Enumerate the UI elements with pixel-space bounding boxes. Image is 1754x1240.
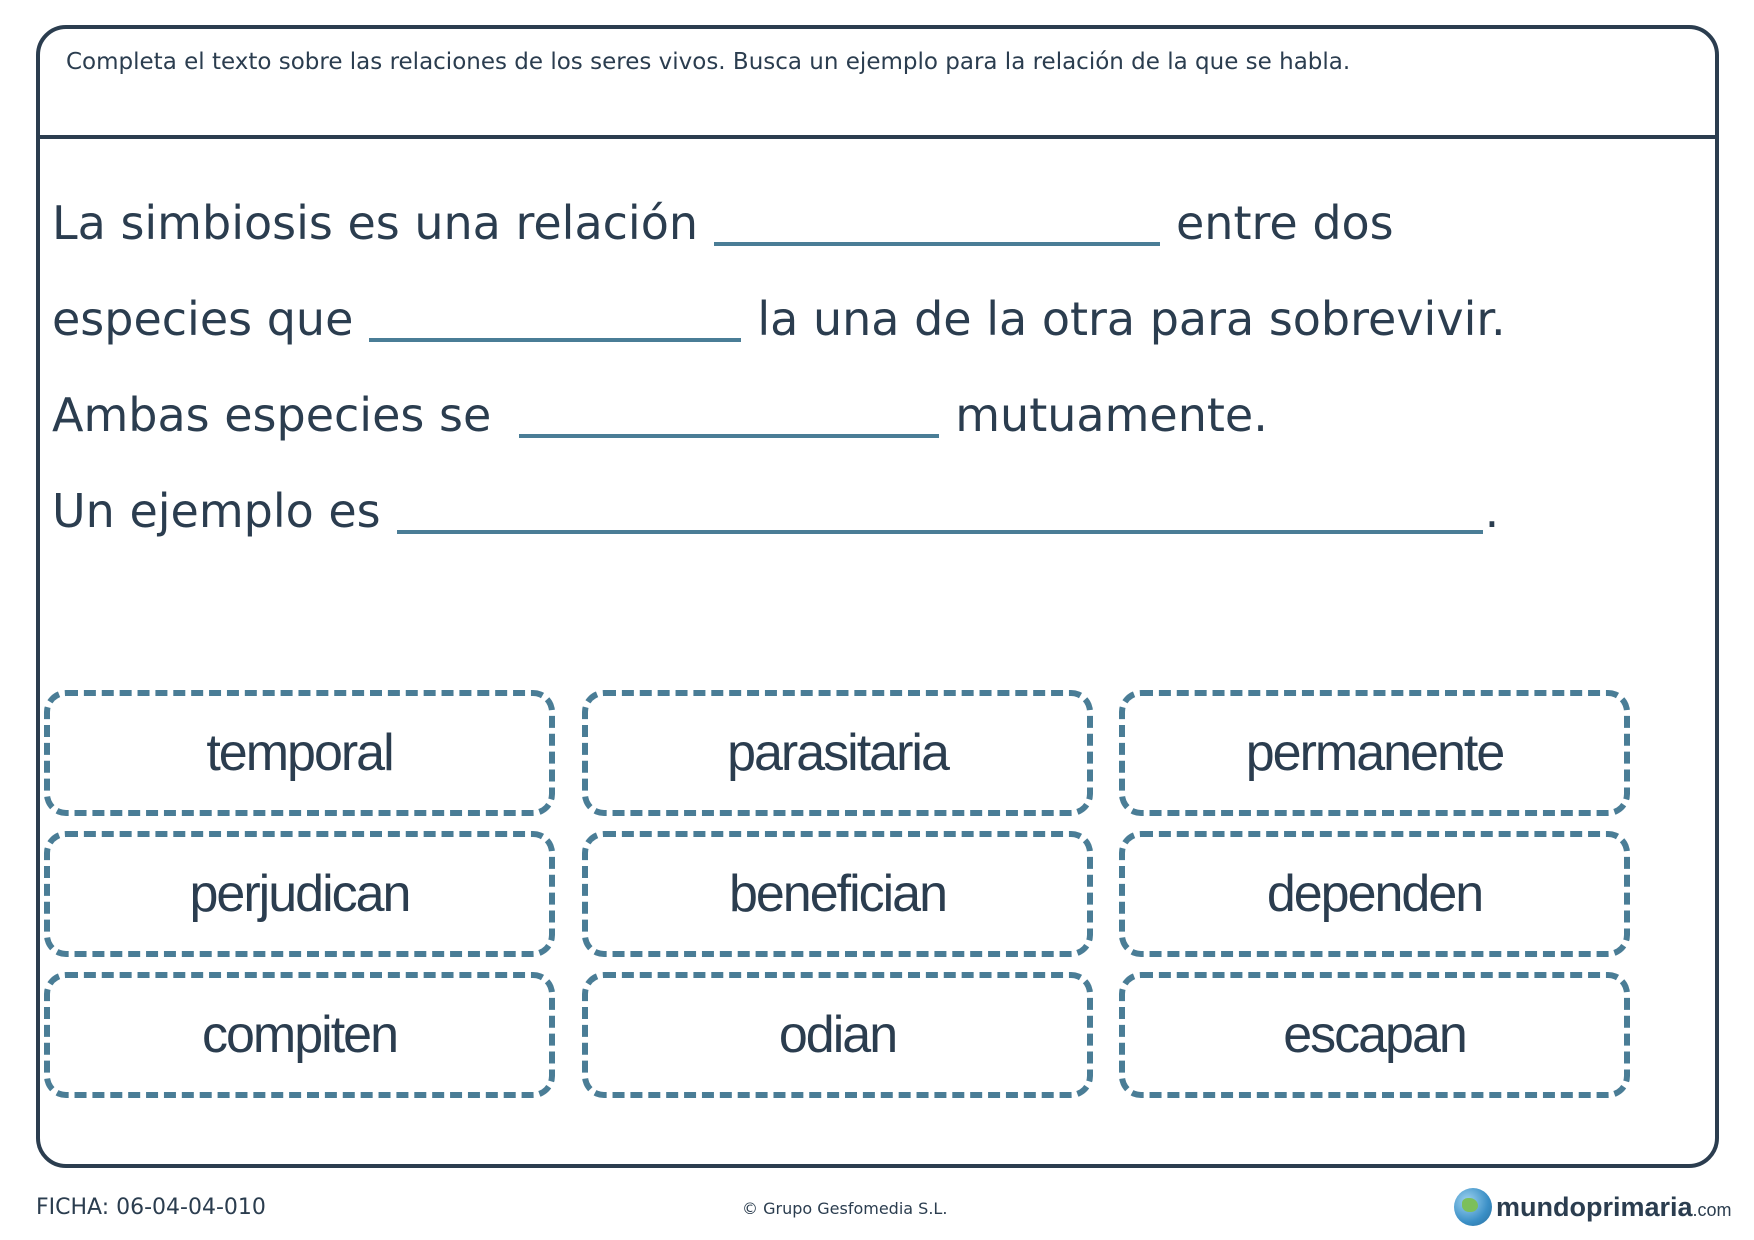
answer-blank-1[interactable] bbox=[714, 202, 1160, 246]
brand-logo[interactable] bbox=[1454, 1188, 1732, 1226]
brand-tld: .com bbox=[1692, 1199, 1732, 1220]
globe-icon bbox=[1454, 1188, 1492, 1226]
word-card[interactable]: perjudican bbox=[44, 831, 555, 957]
sentence-line-2 bbox=[52, 292, 1506, 346]
ficha-code: FICHA: 06-04-04-010 bbox=[36, 1195, 266, 1220]
sentence-text: mutuamente. bbox=[955, 388, 1268, 442]
word-card[interactable]: compiten bbox=[44, 972, 555, 1098]
word-card[interactable]: temporal bbox=[44, 690, 555, 816]
sentence-text: Un ejemplo es bbox=[52, 484, 381, 538]
sentence-text: . bbox=[1484, 484, 1500, 538]
instruction-bar bbox=[40, 29, 1715, 139]
copyright-text: © Grupo Gesfomedia S.L. bbox=[742, 1199, 948, 1218]
sentence-text: Ambas especies se bbox=[52, 388, 492, 442]
sentence-text: entre dos bbox=[1176, 196, 1394, 250]
sentence-line-3 bbox=[52, 388, 1268, 442]
instruction-text: Completa el texto sobre las relaciones de los seres vivos. Busca un ejemplo para la relación de la que se habla. bbox=[66, 49, 1351, 75]
sentence-line-4 bbox=[52, 484, 1500, 538]
sentence-line-1 bbox=[52, 196, 1394, 250]
word-card[interactable]: benefician bbox=[582, 831, 1093, 957]
sentence-text: especies que bbox=[52, 292, 354, 346]
word-card[interactable]: parasitaria bbox=[582, 690, 1093, 816]
word-card[interactable]: permanente bbox=[1119, 690, 1630, 816]
sentence-text: la una de la otra para sobrevivir. bbox=[757, 292, 1506, 346]
brand-name: mundoprimaria bbox=[1496, 1191, 1693, 1222]
answer-blank-2[interactable] bbox=[369, 298, 741, 342]
answer-blank-3[interactable] bbox=[519, 394, 939, 438]
sentence-text: La simbiosis es una relación bbox=[52, 196, 698, 250]
word-card[interactable]: dependen bbox=[1119, 831, 1630, 957]
answer-blank-4[interactable] bbox=[397, 490, 1483, 534]
word-bank bbox=[44, 665, 1641, 1105]
word-card[interactable]: odian bbox=[582, 972, 1093, 1098]
word-card[interactable]: escapan bbox=[1119, 972, 1630, 1098]
